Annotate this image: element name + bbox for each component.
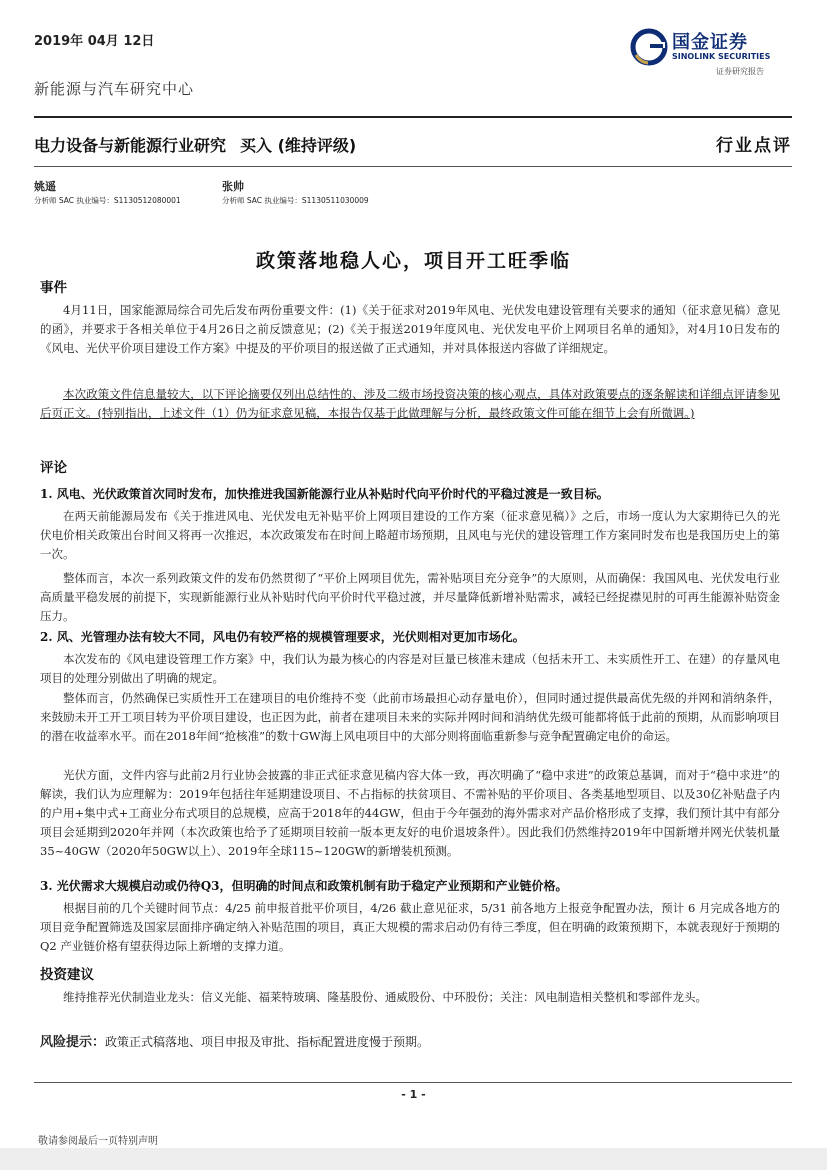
page-number: - 1 - [401, 1088, 426, 1101]
section-heading-investment: 投资建议 [40, 967, 94, 983]
footer-rule [34, 1082, 792, 1083]
event-note-paragraph: 本次政策文件信息量较大，以下评论摘要仅列出总结性的、涉及二级市场投资决策的核心观点，具体对政策要点的逐条解读和详细点评请参见后页正文。(特别指出，上述文件（1）仍为征求意见稿，本报告仅基于此做理解与分析，最终政策文件可能在细节上会有所微调。) [40, 387, 780, 420]
point-paragraph: 整体而言，仍然确保已实质性开工在建项目的电价维持不变（此前市场最担心动存量电价），但同时通过提供最高优先级的并网和消纳条件，来鼓励未开工开工项目转为平价项目建设，也正因为此，前者在建项目未来的实际并网时间和消纳优先级可能都将低于此前的预期，从而影响项目的潜在收益率水平。而在2018年间“抢核准”的数十GW海上风电项目中的大部分则将面临重新参与竞争配置确定电价的命运。 [40, 691, 780, 743]
point-paragraph: 光伏方面，文件内容与此前2月行业协会披露的非正式征求意见稿内容大体一致，再次明确了“稳中求进”的政策总基调，而对于“稳中求进”的解读，我们认为应理解为：2019年包括往年延期建设项目、不占指标的扶贫项目、不需补贴的平价项目、各类基地型项目、以及30亿补贴盘子内的户用+集中式+工商业分布式项目的总规模，应高于2018年的44GW，但由于今年强劲的海外需求对产品价格形成了支撑，我们预计其中有部分项目会延期到2020年并网（本次政策也给予了延期项目较前一版本更友好的电价退坡条件）。因此我们仍然维持2019年中国新增并网光伏装机量35~40GW（2020年50GW以上）、2019年全球115~120GW的新增装机预测。 [40, 768, 780, 858]
section-heading-event: 事件 [40, 280, 67, 296]
report-title: 政策落地稳人心，项目开工旺季临 [255, 250, 571, 272]
analyst-id: 分析师 SAC 执业编号：S1130512080001 [34, 196, 181, 205]
section-heading-comment: 评论 [40, 460, 67, 476]
logo-mark-icon [630, 28, 668, 66]
report-date: 2019年 04月 12日 [34, 34, 155, 49]
research-center-name: 新能源与汽车研究中心 [34, 80, 195, 98]
report-category: 证券研究报告 [716, 67, 764, 76]
point-paragraph: 根据目前的几个关键时间节点：4/25 前申报首批平价项目，4/26 截止意见征求，5/31 前各地方上报竞争配置办法，预计 6 月完成各地方的项目竞争配置筛选及国家层面排序确定纳入补贴范围的项目，真正大规模的需求启动仍有待三季度，但在明确的政策预期下，本就表现好于预期的 Q2 产业链价格有望获得边际上新增的支撑力道。 [40, 901, 780, 953]
title-bar [34, 133, 356, 156]
analyst-name: 姚遥 [34, 180, 56, 193]
analyst-id: 分析师 SAC 执业编号：S1130511030009 [222, 196, 369, 205]
risk-label: 风险提示： [40, 1035, 106, 1050]
report-type: 行业点评 [716, 136, 792, 156]
disclaimer-note: 敬请参阅最后一页特别声明 [38, 1136, 158, 1147]
investment-paragraph: 维持推荐光伏制造业龙头：信义光能、福莱特玻璃、隆基股份、通威股份、中环股份；关注：风电制造相关整机和零部件龙头。 [63, 990, 707, 1004]
logo-chinese-name: 国金证券 [672, 32, 748, 53]
point-title: 1. 风电、光伏政策首次同时发布，加快推进我国新能源行业从补贴时代向平价时代的平稳过渡是一致目标。 [40, 487, 609, 501]
logo-english-name: SINOLINK SECURITIES [672, 52, 771, 61]
point-paragraph: 在两天前能源局发布《关于推进风电、光伏发电无补贴平价上网项目建设的工作方案（征求意见稿）》之后，市场一度认为大家期待已久的光伏电价相关政策出台时间又将再一次推迟，本次政策发布在时间上略超市场预期，且风电与光伏的建设管理工作方案同时发布也是我国历史上的第一次。 [40, 509, 780, 561]
company-logo [630, 26, 800, 78]
analyst-name: 张帅 [222, 180, 244, 193]
event-paragraph: 4月11日，国家能源局综合司先后发布两份重要文件：(1)《关于征求对2019年风电、光伏发电建设管理有关要求的通知（征求意见稿）意见的函》，并要求于各相关单位于4月26日之前反馈意见；(2)《关于报送2019年度风电、光伏发电平价上网项目名单的通知》，对4月10日发布的《风电、光伏平价项目建设工作方案》中提及的平价项目的报送做了正式通知，并对具体报送内容做了详细规定。 [40, 303, 780, 355]
header-rule-top [34, 116, 792, 118]
industry-title: 电力设备与新能源行业研究 [34, 136, 227, 155]
risk-text: 政策正式稿落地、项目申报及审批、指标配置进度慢于预期。 [105, 1035, 430, 1049]
point-paragraph: 整体而言，本次一系列政策文件的发布仍然贯彻了“平价上网项目优先，需补贴项目充分竞争”的大原则，从而确保：我国风电、光伏发电行业高质量平稳发展的前提下，实现新能源行业从补贴时代向平价时代平稳过渡，并尽量降低新增补贴需求，减轻已经捉襟见肘的可再生能源补贴资金压力。 [40, 571, 780, 623]
point-paragraph: 本次发布的《风电建设管理工作方案》中，我们认为最为核心的内容是对巨量已核准未建成（包括未开工、未实质性开工、在建）的存量风电项目的处理分别做出了明确的规定。 [40, 652, 780, 685]
header-rule-bottom [34, 166, 792, 167]
page-bottom-band [0, 1148, 827, 1170]
point-title: 3. 光伏需求大规模启动或仍待Q3，但明确的时间点和政策机制有助于稳定产业预期和产业链价格。 [40, 879, 568, 893]
rating-label: 买入 (维持评级) [240, 136, 357, 155]
point-title: 2. 风、光管理办法有较大不同，风电仍有较严格的规模管理要求，光伏则相对更加市场化。 [40, 630, 525, 644]
risk-warning [40, 1031, 429, 1050]
